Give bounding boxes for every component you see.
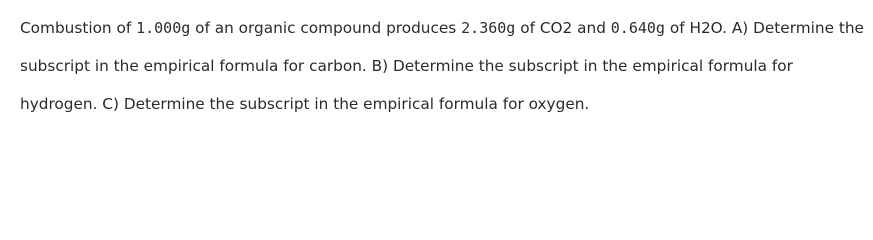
question-text-middle: of an organic compound produces [190, 19, 462, 37]
question-text-tasks: of H2O. A) Determine the subscript in the empirical formula for carbon. B) Determine the subscript in the empirical formula for hydrogen. C) Determine the subscript in the empirical formula for oxygen. [20, 19, 864, 113]
question-text [20, 9, 868, 123]
compound-mass-value: 1.000g [136, 19, 191, 37]
co2-mass-value: 2.360g [461, 19, 516, 37]
question-text-co2: of CO2 and [515, 19, 611, 37]
question-text-intro: Combustion of [20, 19, 137, 37]
h2o-mass-value: 0.640g [610, 19, 665, 37]
